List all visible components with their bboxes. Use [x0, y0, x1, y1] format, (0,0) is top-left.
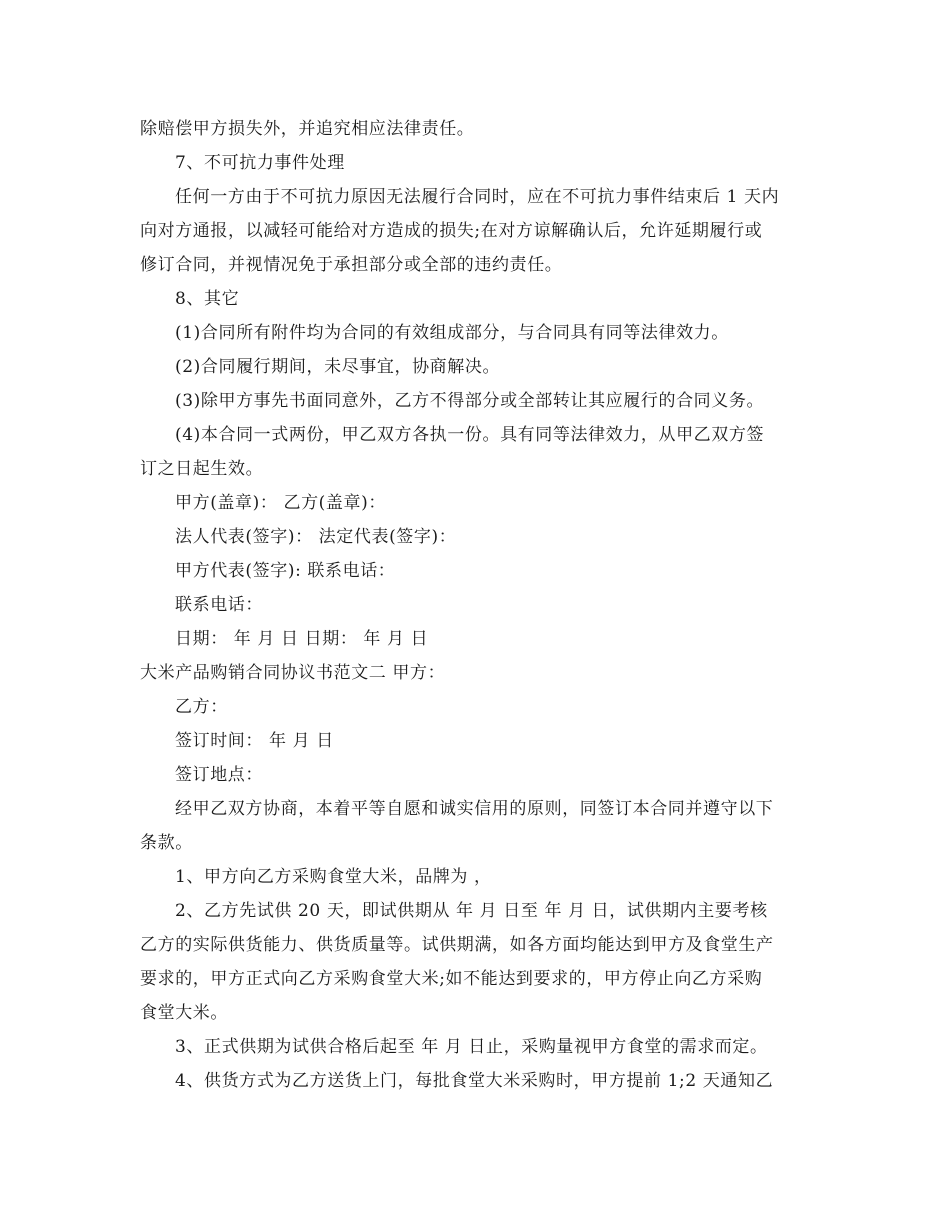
- text-line: (3)除甲方事先书面同意外，乙方不得部分或全部转让其应履行的合同义务。: [175, 391, 765, 411]
- text-line: 向对方通报，以减轻可能给对方造成的损失;在对方谅解确认后，允许延期履行或: [140, 221, 763, 241]
- signature-line: 甲方代表(签字): 联系电话：: [175, 561, 396, 581]
- text-line: 2、乙方先试供 20 天，即试供期从 年 月 日至 年 月 日，试供期内主要考核: [175, 901, 768, 921]
- date-line: 日期： 年 月 日 日期： 年 月 日: [175, 629, 429, 649]
- text-line: 要求的，甲方正式向乙方采购食堂大米;如不能达到要求的，甲方停止向乙方采购: [140, 969, 763, 989]
- signature-line: 联系电话：: [175, 595, 263, 615]
- text-line: 除赔偿甲方损失外，并追究相应法律责任。: [140, 119, 475, 139]
- text-line: 4、供货方式为乙方送货上门，每批食堂大米采购时，甲方提前 1;2 天通知乙: [175, 1071, 774, 1091]
- text-line: 乙方：: [175, 697, 228, 717]
- text-line: 任何一方由于不可抗力原因无法履行合同时，应在不可抗力事件结束后 1 天内: [175, 187, 780, 207]
- text-line: 食堂大米。: [140, 1003, 228, 1023]
- text-line: 条款。: [140, 833, 193, 853]
- text-line: 签订时间： 年 月 日: [175, 731, 334, 751]
- signature-line: 甲方(盖章)： 乙方(盖章)：: [175, 493, 386, 513]
- text-line: 乙方的实际供货能力、供货质量等。试供期满，如各方面均能达到甲方及食堂生产: [140, 935, 774, 955]
- text-line: 3、正式供期为试供合格后起至 年 月 日止，采购量视甲方食堂的需求而定。: [175, 1037, 768, 1057]
- text-line: (4)本合同一式两份，甲乙双方各执一份。具有同等法律效力，从甲乙双方签: [175, 425, 765, 445]
- text-line: 1、甲方向乙方采购食堂大米，品牌为 ，: [175, 867, 492, 887]
- text-line: 订之日起生效。: [140, 459, 264, 479]
- signature-line: 法人代表(签字)： 法定代表(签字)：: [175, 527, 457, 547]
- text-line: 经甲乙双方协商，本着平等自愿和诚实信用的原则，同签订本合同并遵守以下: [175, 799, 774, 819]
- text-line: (1)合同所有附件均为合同的有效组成部分，与合同具有同等法律效力。: [175, 323, 729, 343]
- text-line: (2)合同履行期间，未尽事宜，协商解决。: [175, 357, 501, 377]
- section-heading: 7、不可抗力事件处理: [175, 153, 345, 173]
- text-line: 签订地点：: [175, 765, 263, 785]
- section-heading: 8、其它: [175, 289, 240, 309]
- text-line: 修订合同，并视情况免于承担部分或全部的违约责任。: [140, 255, 563, 275]
- contract-title: 大米产品购销合同协议书范文二 甲方：: [140, 663, 446, 683]
